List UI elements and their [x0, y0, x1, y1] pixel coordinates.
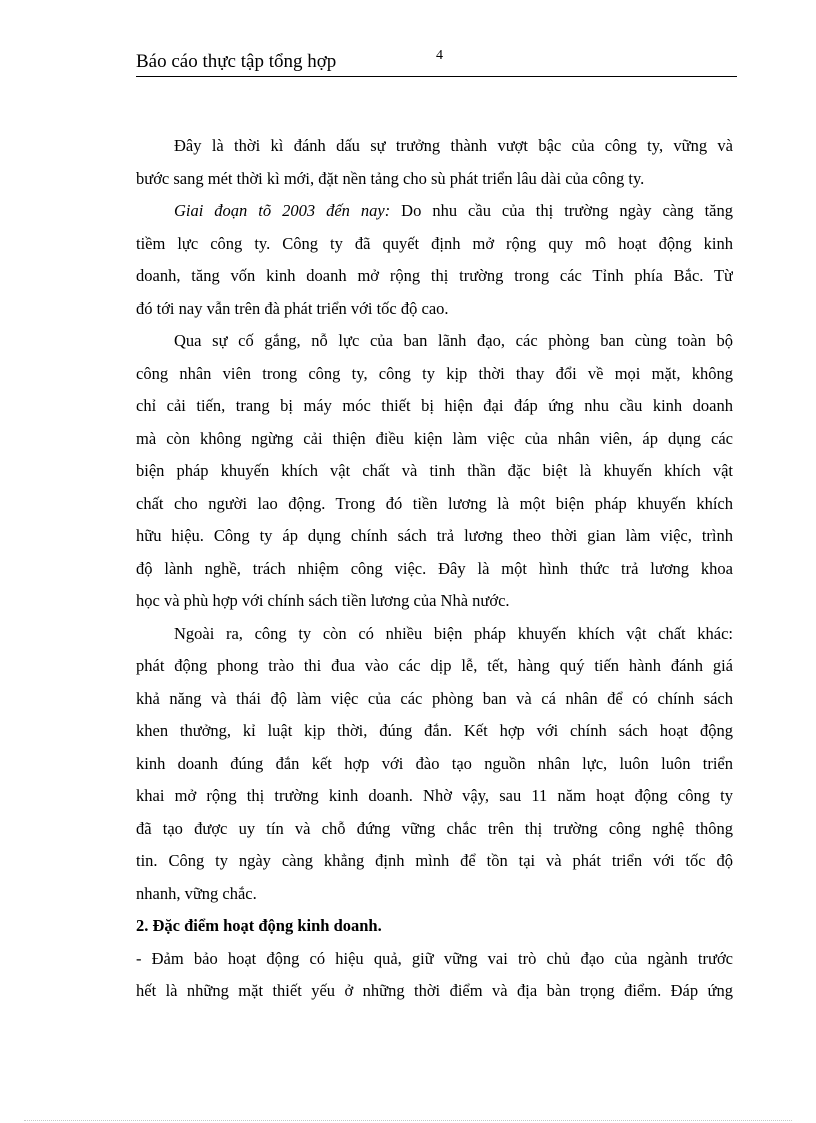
text-line: khen thưởng, kỉ luật kịp thời, đúng đắn. Kết hợp với chính sách hoạt động: [136, 721, 733, 740]
text-line: đã tạo được uy tín và chỗ đứng vững chắc trên thị trường công nghệ thông: [136, 818, 733, 838]
text-line: - Đảm bảo hoạt động có hiệu quả, giữ vững vai trò chủ đạo của ngành trước: [136, 948, 733, 968]
text-line: Đây là thời kì đánh dấu sự trưởng thành vượt bậc của công ty, vững và: [174, 136, 733, 155]
text-line: mà còn không ngừng cải thiện điều kiện làm việc của nhân viên, áp dụng các: [136, 428, 733, 448]
text-line: tiềm lực công ty. Công ty đã quyết định mở rộng quy mô hoạt động kinh: [136, 233, 733, 253]
text-line: chất cho người lao động. Trong đó tiền lương là một biện pháp khuyến khích: [136, 493, 733, 513]
text-line: biện pháp khuyến khích vật chất và tinh thần đặc biệt là khuyến khích vật: [136, 461, 733, 480]
page-number: 4: [436, 48, 443, 63]
text-line: Qua sự cố gắng, nỗ lực của ban lãnh đạo, các phòng ban cùng toàn bộ: [174, 331, 733, 350]
text-line: nhanh, vững chắc.: [136, 883, 257, 903]
text-line: [136, 195, 733, 228]
text-line: hữu hiệu. Công ty áp dụng chính sách trả lương theo thời gian làm việc, trình: [136, 526, 733, 545]
text-line: khai mở rộng thị trường kinh doanh. Nhờ vậy, sau 11 năm hoạt động công ty: [136, 786, 733, 805]
text-line: phát động phong trào thi đua vào các dịp lễ, tết, hàng quý tiến hành đánh giá: [136, 656, 733, 675]
text-line: doanh, tăng vốn kinh doanh mở rộng thị trường trong các Tỉnh phía Bắc. Từ: [136, 266, 733, 285]
page-header: [136, 50, 737, 77]
text-line: đó tới nay vẫn trên đà phát triển với tốc độ cao.: [136, 298, 449, 318]
text-line: bước sang mét thời kì mới, đặt nền tảng cho sù phát triển lâu dài của công ty.: [136, 168, 645, 188]
text-line: hết là những mặt thiết yếu ở những thời điểm và địa bàn trọng điểm. Đáp ứng: [136, 981, 733, 1000]
document-body: [136, 130, 733, 1008]
page-bottom-divider: [24, 1120, 792, 1121]
text-line: khả năng và thái độ làm việc của các phòng ban và cá nhân để có chính sách: [136, 688, 733, 708]
section-heading: 2. Đặc điểm hoạt động kinh doanh.: [136, 916, 382, 935]
section-period-label: Giai đoạn tõ 2003 đến nay:: [174, 201, 391, 220]
text-line: kinh doanh đúng đắn kết hợp với đào tạo nguồn nhân lực, luôn luôn triển: [136, 753, 733, 773]
text-line: tin. Công ty ngày càng khẳng định mình để tồn tại và phát triển với tốc độ: [136, 851, 733, 870]
text-line: chỉ cải tiến, trang bị máy móc thiết bị hiện đại đáp ứng nhu cầu kinh doanh: [136, 396, 733, 415]
text-line: độ lành nghề, trách nhiệm công việc. Đây là một hình thức trả lương khoa: [136, 558, 733, 578]
header-title: Báo cáo thực tập tổng hợp: [136, 51, 337, 72]
text-line: Ngoài ra, công ty còn có nhiều biện pháp khuyến khích vật chất khác:: [174, 623, 733, 643]
text-line: công nhân viên trong công ty, công ty kịp thời thay đổi về mọi mặt, không: [136, 363, 733, 383]
text-span: Do nhu cầu của thị trường ngày càng tăng: [390, 201, 733, 220]
text-line: học và phù hợp với chính sách tiền lương của Nhà nước.: [136, 591, 510, 610]
